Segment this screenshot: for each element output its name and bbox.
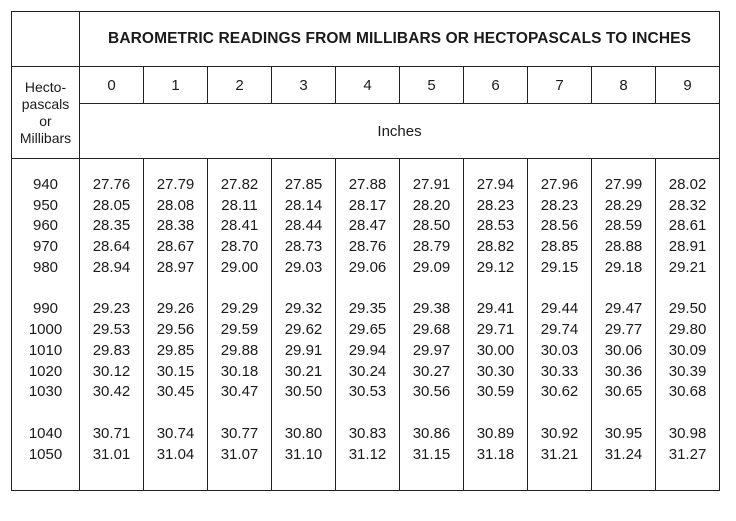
- group-spacer: [80, 278, 143, 299]
- inches-value: 27.79: [156, 176, 195, 193]
- inches-value: 29.35: [348, 300, 387, 318]
- inches-value: 30.45: [156, 383, 195, 401]
- inches-value: 30.77: [220, 424, 259, 442]
- group-spacer: [464, 278, 527, 299]
- row-header-line: or: [39, 112, 52, 129]
- inches-value: 28.41: [220, 217, 259, 235]
- inches-value: 29.29: [220, 300, 259, 318]
- inches-value: 29.03: [284, 258, 323, 276]
- millibar-value: 1030: [28, 383, 63, 401]
- inches-value: 29.26: [156, 300, 195, 318]
- inches-value: 29.94: [348, 341, 387, 359]
- table-title: BAROMETRIC READINGS FROM MILLIBARS OR HECTOPASCALS TO INCHES: [80, 12, 720, 67]
- inches-value: 28.82: [476, 238, 515, 256]
- inches-value: 30.56: [412, 383, 451, 401]
- inches-value: 30.18: [220, 362, 259, 380]
- inches-value: 29.38: [412, 300, 451, 318]
- inches-value: 30.36: [604, 362, 643, 380]
- inches-value: 31.24: [604, 445, 643, 463]
- inches-column: [208, 159, 272, 491]
- inches-value: 27.85: [284, 176, 323, 193]
- inches-value: 29.80: [668, 321, 707, 339]
- millibar-value: 950: [32, 196, 59, 214]
- inches-value: 28.67: [156, 238, 195, 256]
- inches-value: 29.41: [476, 300, 515, 318]
- inches-value: 28.23: [476, 196, 515, 214]
- group-spacer: [528, 403, 591, 424]
- inches-value: 31.18: [476, 445, 515, 463]
- inches-value: 30.47: [220, 383, 259, 401]
- inches-value: 29.09: [412, 258, 451, 276]
- inches-value: 29.85: [156, 341, 195, 359]
- column-header: 4: [336, 67, 400, 104]
- corner-cell: [12, 12, 80, 67]
- group-spacer: [144, 278, 207, 299]
- inches-value: 30.21: [284, 362, 323, 380]
- millibar-value: 990: [32, 300, 59, 318]
- millibar-column: [12, 159, 80, 491]
- inches-value: 30.62: [540, 383, 579, 401]
- group-spacer: [592, 278, 655, 299]
- inches-value: 30.80: [284, 424, 323, 442]
- inches-value: 30.83: [348, 424, 387, 442]
- group-spacer: [336, 278, 399, 299]
- units-label: Inches: [80, 104, 720, 159]
- inches-value: 28.56: [540, 217, 579, 235]
- inches-column: [592, 159, 656, 491]
- column-header: 7: [528, 67, 592, 104]
- millibar-value: 960: [32, 217, 59, 235]
- units-row: [12, 104, 720, 159]
- inches-column: [80, 159, 144, 491]
- millibar-value: 1000: [28, 321, 63, 339]
- inches-value: 30.95: [604, 424, 643, 442]
- inches-column: [656, 159, 720, 491]
- inches-value: 28.94: [92, 258, 131, 276]
- inches-value: 29.71: [476, 321, 515, 339]
- inches-value: 28.79: [412, 238, 451, 256]
- inches-value: 28.64: [92, 238, 131, 256]
- inches-value: 28.70: [220, 238, 259, 256]
- row-header-line: Hecto-: [24, 78, 67, 95]
- inches-value: 28.73: [284, 238, 323, 256]
- column-header: 2: [208, 67, 272, 104]
- inches-value: 29.15: [540, 258, 579, 276]
- inches-value: 30.27: [412, 362, 451, 380]
- inches-value: 28.85: [540, 238, 579, 256]
- inches-value: 28.44: [284, 217, 323, 235]
- group-spacer: [272, 403, 335, 424]
- inches-value: 30.92: [540, 424, 579, 442]
- inches-value: 28.88: [604, 238, 643, 256]
- group-spacer: [656, 278, 719, 299]
- row-header-label: [12, 67, 80, 159]
- inches-value: 31.12: [348, 445, 387, 463]
- inches-value: 29.50: [668, 300, 707, 318]
- inches-value: 31.04: [156, 445, 195, 463]
- group-spacer: [336, 403, 399, 424]
- inches-value: 28.50: [412, 217, 451, 235]
- inches-value: 27.82: [220, 176, 259, 193]
- inches-value: 28.23: [540, 196, 579, 214]
- inches-value: 30.53: [348, 383, 387, 401]
- inches-value: 28.91: [668, 238, 707, 256]
- column-header: 9: [656, 67, 720, 104]
- inches-value: 29.77: [604, 321, 643, 339]
- inches-value: 28.53: [476, 217, 515, 235]
- inches-value: 30.89: [476, 424, 515, 442]
- column-header-row: [12, 67, 720, 104]
- inches-value: 31.10: [284, 445, 323, 463]
- inches-value: 27.94: [476, 176, 515, 193]
- column-header: 3: [272, 67, 336, 104]
- group-spacer: [400, 403, 463, 424]
- inches-value: 28.14: [284, 196, 323, 214]
- inches-value: 28.08: [156, 196, 195, 214]
- inches-value: 29.21: [668, 258, 707, 276]
- inches-value: 30.39: [668, 362, 707, 380]
- millibar-value: 940: [32, 176, 59, 193]
- millibar-value: 1050: [28, 445, 63, 463]
- group-spacer: [656, 403, 719, 424]
- inches-value: 31.15: [412, 445, 451, 463]
- inches-value: 30.74: [156, 424, 195, 442]
- inches-value: 28.05: [92, 196, 131, 214]
- inches-value: 28.29: [604, 196, 643, 214]
- inches-value: 31.07: [220, 445, 259, 463]
- group-spacer: [144, 403, 207, 424]
- inches-value: 29.00: [220, 258, 259, 276]
- group-spacer: [400, 278, 463, 299]
- inches-value: 29.68: [412, 321, 451, 339]
- inches-value: 29.18: [604, 258, 643, 276]
- inches-value: 30.42: [92, 383, 131, 401]
- inches-value: 29.91: [284, 341, 323, 359]
- inches-value: 27.99: [604, 176, 643, 193]
- inches-column: [400, 159, 464, 491]
- barometric-conversion-table: [11, 11, 720, 491]
- column-header: 8: [592, 67, 656, 104]
- row-header-line: Millibars: [19, 129, 72, 146]
- inches-value: 29.53: [92, 321, 131, 339]
- group-spacer: [12, 278, 79, 299]
- inches-value: 30.98: [668, 424, 707, 442]
- column-header: 0: [80, 67, 144, 104]
- inches-value: 29.83: [92, 341, 131, 359]
- column-header: 6: [464, 67, 528, 104]
- inches-column: [144, 159, 208, 491]
- title-row: [12, 12, 720, 67]
- inches-value: 28.47: [348, 217, 387, 235]
- inches-column: [336, 159, 400, 491]
- inches-value: 28.97: [156, 258, 195, 276]
- inches-value: 29.47: [604, 300, 643, 318]
- millibar-value: 970: [32, 238, 59, 256]
- inches-value: 27.88: [348, 176, 387, 193]
- inches-value: 28.02: [668, 176, 707, 193]
- inches-value: 30.09: [668, 341, 707, 359]
- inches-value: 30.59: [476, 383, 515, 401]
- inches-value: 29.65: [348, 321, 387, 339]
- inches-value: 30.15: [156, 362, 195, 380]
- inches-value: 27.76: [92, 176, 131, 193]
- inches-value: 29.74: [540, 321, 579, 339]
- inches-column: [528, 159, 592, 491]
- inches-value: 29.97: [412, 341, 451, 359]
- inches-column: [272, 159, 336, 491]
- inches-value: 28.76: [348, 238, 387, 256]
- inches-value: 27.91: [412, 176, 451, 193]
- millibar-value: 1010: [28, 341, 63, 359]
- inches-value: 30.30: [476, 362, 515, 380]
- group-spacer: [528, 278, 591, 299]
- inches-value: 29.59: [220, 321, 259, 339]
- data-row: [12, 159, 720, 491]
- inches-value: 28.61: [668, 217, 707, 235]
- column-header: 1: [144, 67, 208, 104]
- inches-value: 29.88: [220, 341, 259, 359]
- inches-value: 30.71: [92, 424, 131, 442]
- inches-value: 30.50: [284, 383, 323, 401]
- inches-value: 29.12: [476, 258, 515, 276]
- inches-value: 30.03: [540, 341, 579, 359]
- group-spacer: [464, 403, 527, 424]
- group-spacer: [208, 278, 271, 299]
- inches-value: 30.86: [412, 424, 451, 442]
- column-header: 5: [400, 67, 464, 104]
- inches-value: 28.20: [412, 196, 451, 214]
- inches-value: 28.11: [221, 196, 258, 214]
- group-spacer: [12, 403, 79, 424]
- inches-value: 30.00: [476, 341, 515, 359]
- millibar-value: 1020: [28, 362, 63, 380]
- inches-value: 28.35: [92, 217, 131, 235]
- inches-value: 29.62: [284, 321, 323, 339]
- inches-value: 28.38: [156, 217, 195, 235]
- inches-value: 31.21: [540, 445, 579, 463]
- inches-value: 28.17: [348, 196, 387, 214]
- inches-value: 28.32: [668, 196, 707, 214]
- group-spacer: [80, 403, 143, 424]
- inches-value: 27.96: [540, 176, 579, 193]
- inches-value: 29.44: [540, 300, 579, 318]
- group-spacer: [272, 278, 335, 299]
- group-spacer: [592, 403, 655, 424]
- group-spacer: [208, 403, 271, 424]
- inches-value: 30.24: [348, 362, 387, 380]
- inches-value: 29.56: [156, 321, 195, 339]
- inches-value: 29.32: [284, 300, 323, 318]
- inches-value: 29.23: [92, 300, 131, 318]
- millibar-value: 1040: [28, 424, 63, 442]
- inches-value: 28.59: [604, 217, 643, 235]
- row-header-line: pascals: [21, 95, 70, 112]
- inches-value: 31.27: [668, 445, 707, 463]
- inches-value: 30.68: [668, 383, 707, 401]
- inches-value: 30.12: [92, 362, 131, 380]
- inches-value: 29.06: [348, 258, 387, 276]
- inches-value: 30.65: [604, 383, 643, 401]
- inches-value: 30.33: [540, 362, 579, 380]
- inches-value: 31.01: [92, 445, 131, 463]
- inches-column: [464, 159, 528, 491]
- millibar-value: 980: [32, 258, 59, 276]
- inches-value: 30.06: [604, 341, 643, 359]
